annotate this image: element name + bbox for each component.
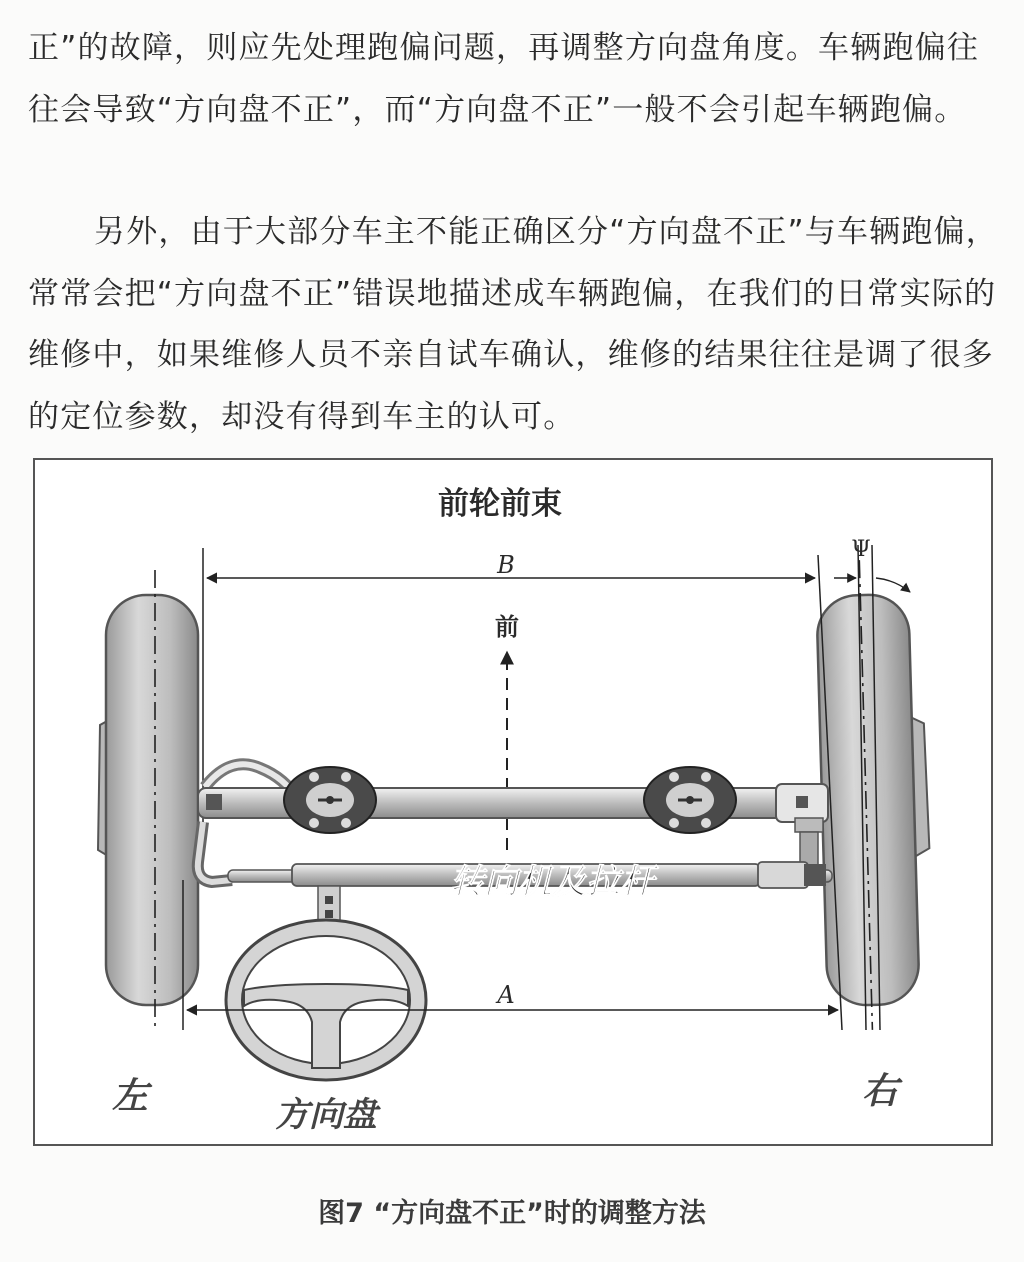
right-axle-mount — [644, 767, 736, 833]
left-axle-mount — [284, 767, 376, 833]
steering-wheel — [226, 920, 426, 1080]
label-left: 左 — [111, 1076, 149, 1117]
right-wheel — [815, 558, 934, 1031]
label-steering-gear: 转向机及拉杆 — [450, 862, 654, 902]
steering-arm-left — [198, 822, 232, 882]
label-a: A — [497, 981, 515, 1009]
figure-title: 前轮前束 — [438, 486, 562, 522]
label-b: B — [497, 551, 515, 579]
dimension-b — [207, 551, 815, 579]
paragraph-2: 另外，由于大部分车主不能正确区分“方向盘不正”与车辆跑偏，常常会把“方向盘不正”错误地描述成车辆跑偏，在我们的日常实际的维修中，如果维修人员不亲自试车确认，维修的结果往往是调了很多的定位参数，却没有得到车主的认可。 — [28, 214, 998, 435]
figure-caption: 图7 “方向盘不正”时的调整方法 — [318, 1198, 706, 1229]
label-psi: Ψ — [851, 537, 871, 562]
label-front: 前 — [495, 613, 519, 641]
label-right: 右 — [861, 1071, 899, 1112]
paragraph-1: 正”的故障，则应先处理跑偏问题，再调整方向盘角度。车辆跑偏往往会导致“方向盘不正”，而“方向盘不正”一般不会引起车辆跑偏。 — [28, 30, 980, 128]
label-steering-wheel: 方向盘 — [275, 1095, 377, 1135]
